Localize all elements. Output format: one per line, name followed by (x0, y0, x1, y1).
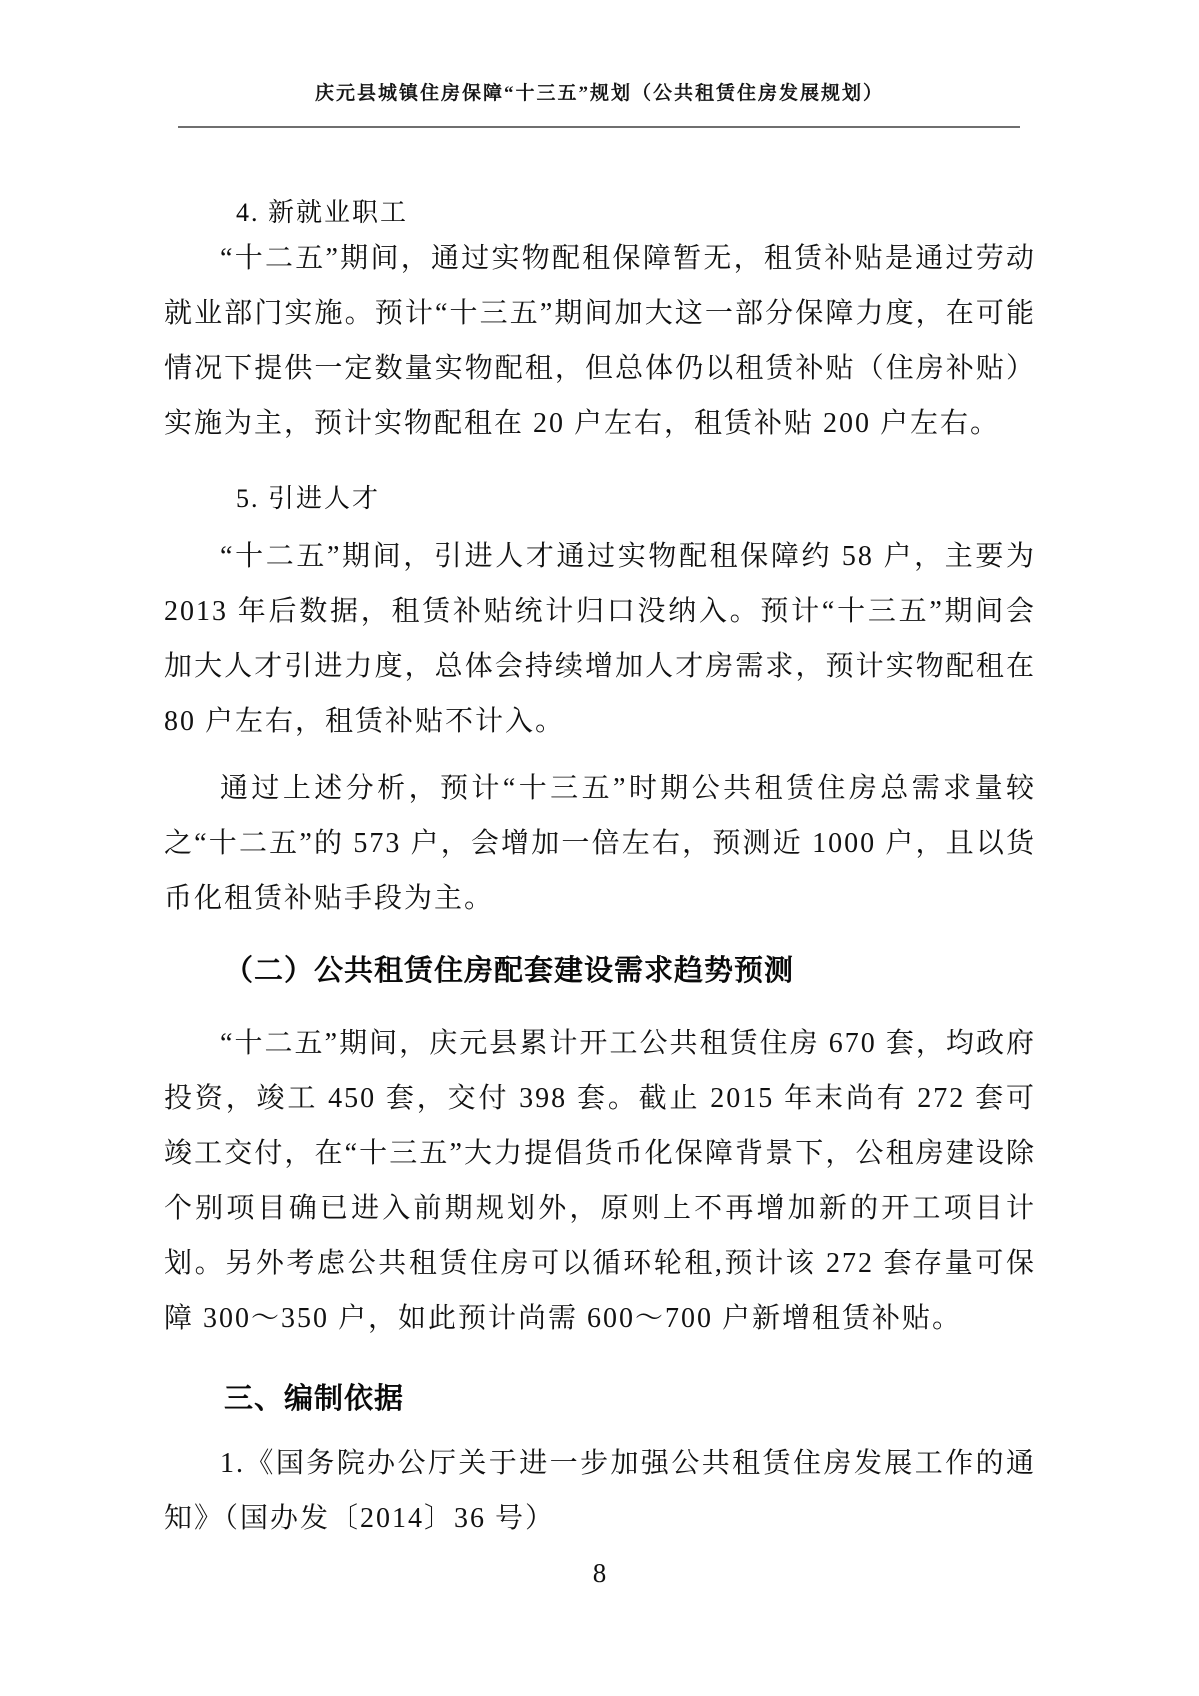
paragraph-talent: “十二五”期间，引进人才通过实物配租保障约 58 户，主要为 2013 年后数据，租赁补贴统计归口没纳入。预计“十三五”期间会加大人才引进力度，总体会持续增加人才房需求，预计实物配租在 80 户左右，租赁补贴不计入。 (164, 541, 1036, 737)
section-heading-compilation-basis: 三、编制依据 (224, 1383, 405, 1415)
page-number: 8 (592, 1558, 607, 1588)
sub-heading-talent: 5. 引进人才 (236, 484, 381, 513)
paragraph-reference-1: 1.《国务院办公厅关于进一步加强公共租赁住房发展工作的通知》（国办发〔2014〕36 号） (164, 1448, 1036, 1534)
header-divider (178, 126, 1020, 128)
paragraph-summary: 通过上述分析，预计“十三五”时期公共租赁住房总需求量较之“十二五”的 573 户，会增加一倍左右，预测近 1000 户，且以货币化租赁补贴手段为主。 (164, 773, 1036, 914)
paragraph-demand-forecast: “十二五”期间，庆元县累计开工公共租赁住房 670 套，均政府投资，竣工 450 套，交付 398 套。截止 2015 年末尚有 272 套可竣工交付，在“十三五”大力提倡货币化保障背景下，公租房建设除个别项目确已进入前期规划外，原则上不再增加新的开工项目计划。另外考虑公共租赁住房可以循环轮租,预计该 272 套存量可保障 300～350 户，如此预计尚需 600～700 户新增租赁补贴。 (164, 1028, 1036, 1334)
paragraph-new-workers: “十二五”期间，通过实物配租保障暂无，租赁补贴是通过劳动就业部门实施。预计“十三五”期间加大这一部分保障力度，在可能情况下提供一定数量实物配租，但总体仍以租赁补贴（住房补贴）实施为主，预计实物配租在 20 户左右，租赁补贴 200 户左右。 (164, 243, 1036, 439)
sub-heading-new-workers: 4. 新就业职工 (236, 198, 409, 227)
page-header-title: 庆元县城镇住房保障“十三五”规划（公共租赁住房发展规划） (314, 83, 884, 104)
section-heading-demand-forecast: （二）公共租赁住房配套建设需求趋势预测 (224, 955, 795, 987)
